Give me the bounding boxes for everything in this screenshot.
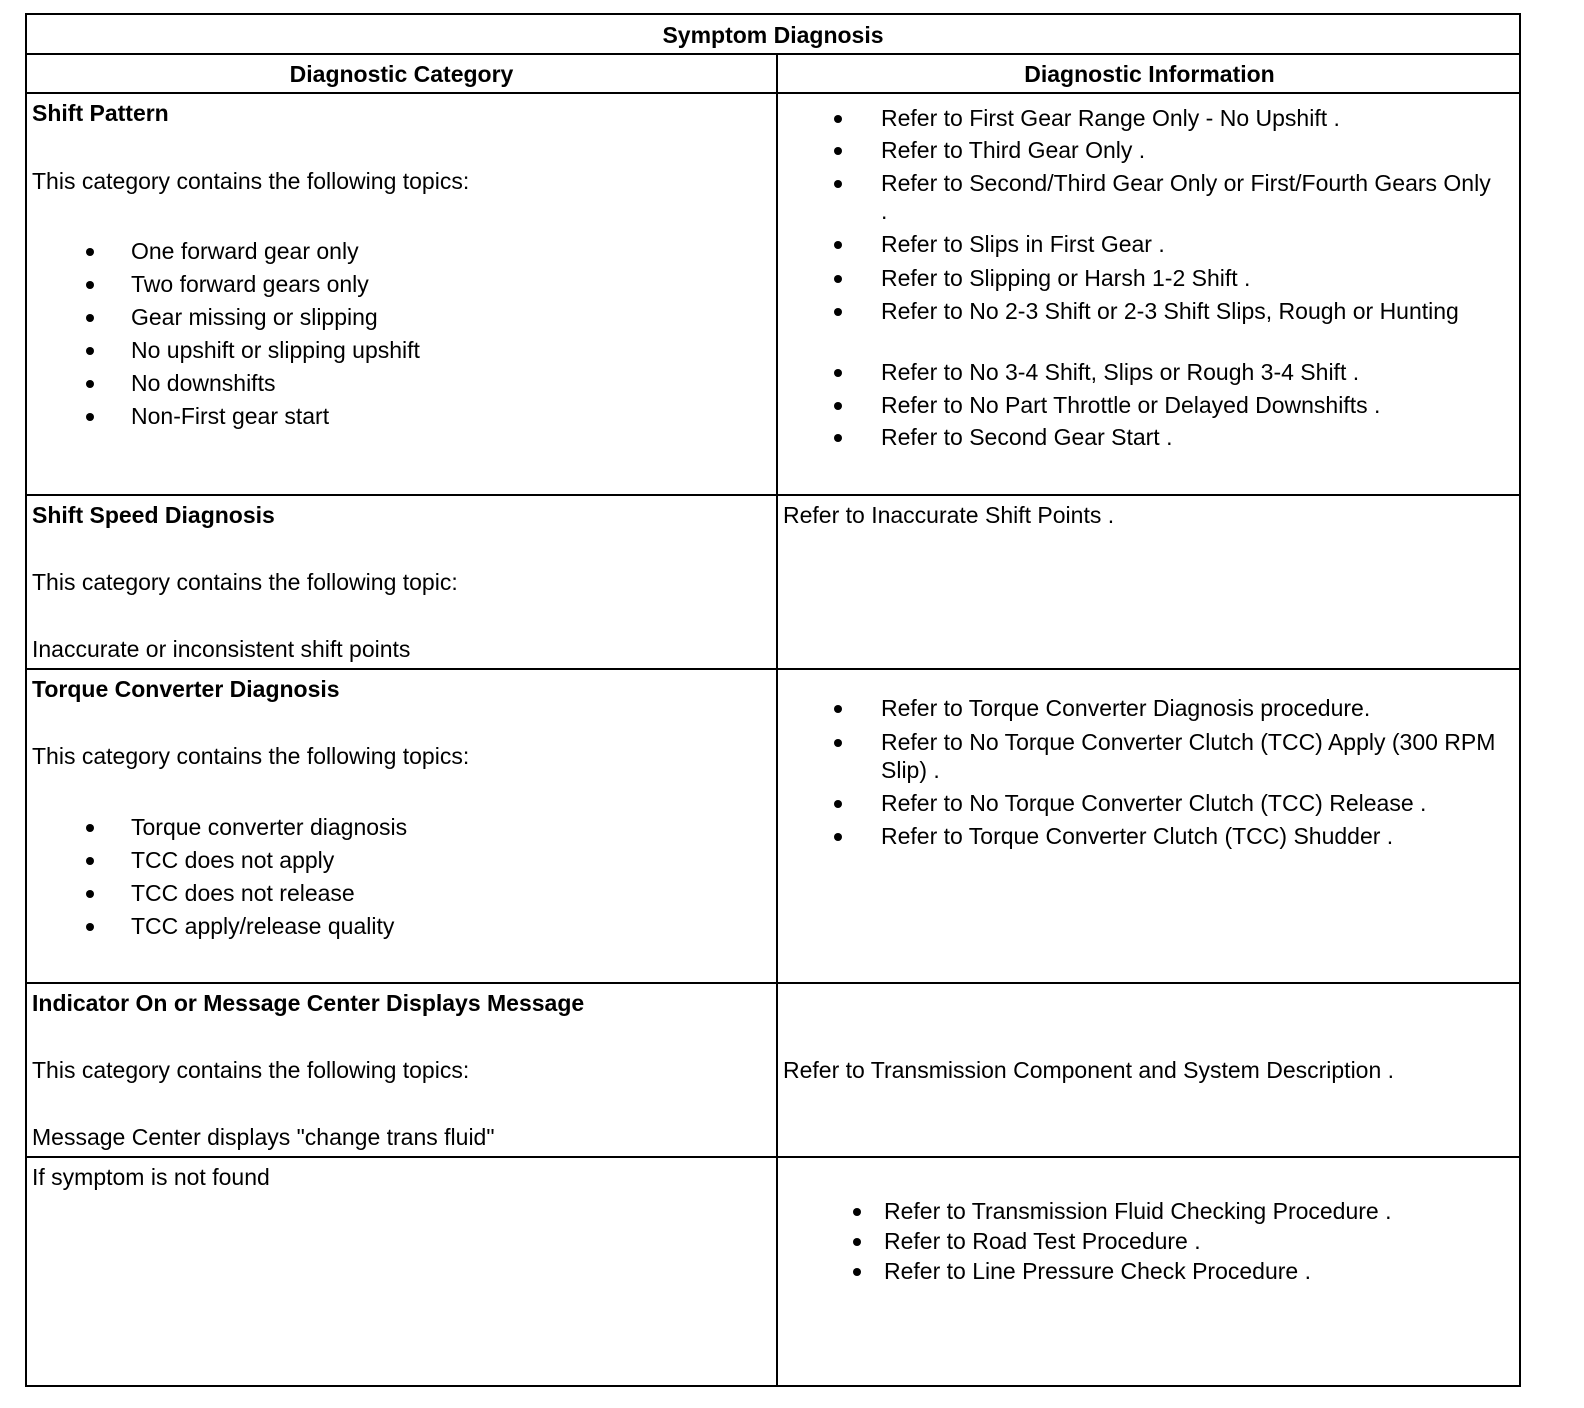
list-item: No upshift or slipping upshift — [131, 337, 420, 363]
list-item: Non-First gear start — [131, 403, 330, 429]
list-item: Refer to Second/Third Gear Only or First/Fourth Gears Only . — [881, 170, 1491, 224]
info-text: Refer to Transmission Component and System Description . — [783, 1057, 1395, 1083]
list-item: Refer to Torque Converter Clutch (TCC) Shudder . — [881, 823, 1394, 849]
bullet-icon — [834, 369, 842, 377]
category-cell-torque-converter — [27, 670, 776, 982]
bullet-icon — [853, 1268, 861, 1276]
bullet-icon — [86, 314, 94, 322]
bullet-icon — [834, 147, 842, 155]
category-cell-indicator-message — [27, 984, 776, 1156]
list-item: Refer to Slips in First Gear . — [881, 231, 1165, 257]
info-cell-not-found — [778, 1158, 1521, 1385]
bullet-icon — [86, 857, 94, 865]
bullet-icon — [86, 248, 94, 256]
info-cell-shift-speed — [778, 496, 1521, 668]
list-item: Refer to First Gear Range Only - No Upshift . — [881, 105, 1340, 131]
bullet-icon — [86, 923, 94, 931]
bullet-icon — [853, 1208, 861, 1216]
list-item: Refer to No 2-3 Shift or 2-3 Shift Slips, Rough or Hunting — [881, 298, 1459, 324]
bullet-icon — [86, 347, 94, 355]
bullet-icon — [853, 1238, 861, 1246]
category-heading: Shift Pattern — [32, 100, 169, 126]
category-intro: This category contains the following topics: — [32, 743, 470, 769]
info-cell-torque-converter — [778, 670, 1521, 982]
list-item: Refer to Torque Converter Diagnosis procedure. — [881, 695, 1371, 721]
bullet-icon — [86, 890, 94, 898]
bullet-icon — [834, 833, 842, 841]
list-item: Refer to Slipping or Harsh 1-2 Shift . — [881, 265, 1251, 291]
column-header-category: Diagnostic Category — [289, 61, 514, 87]
list-item: Refer to No Torque Converter Clutch (TCC) Apply (300 RPM Slip) . — [881, 729, 1496, 783]
category-heading: Shift Speed Diagnosis — [32, 502, 275, 528]
list-item: Refer to No Torque Converter Clutch (TCC) Release . — [881, 790, 1427, 816]
bullet-icon — [834, 180, 842, 188]
category-cell-not-found — [27, 1158, 776, 1385]
list-item: TCC does not release — [131, 880, 355, 906]
info-text: Refer to Inaccurate Shift Points . — [783, 502, 1115, 528]
bullet-icon — [834, 705, 842, 713]
list-item: One forward gear only — [131, 238, 359, 264]
list-item: Refer to No Part Throttle or Delayed Downshifts . — [881, 392, 1381, 418]
bullet-icon — [86, 281, 94, 289]
list-item: TCC apply/release quality — [131, 913, 395, 939]
bullet-icon — [86, 824, 94, 832]
bullet-icon — [86, 380, 94, 388]
bullet-icon — [834, 800, 842, 808]
info-cell-shift-pattern — [778, 94, 1521, 494]
list-item: Torque converter diagnosis — [131, 814, 408, 840]
list-item: Gear missing or slipping — [131, 304, 378, 330]
list-item: Refer to Transmission Fluid Checking Procedure . — [884, 1198, 1392, 1224]
category-cell-shift-speed — [27, 496, 776, 668]
category-heading: Torque Converter Diagnosis — [32, 676, 340, 702]
bullet-icon — [834, 739, 842, 747]
list-item: TCC does not apply — [131, 847, 335, 873]
list-item: Refer to Road Test Procedure . — [884, 1228, 1201, 1254]
column-header-info: Diagnostic Information — [1024, 61, 1275, 87]
bullet-icon — [834, 115, 842, 123]
category-intro: This category contains the following topics: — [32, 168, 470, 194]
list-item: Refer to No 3-4 Shift, Slips or Rough 3-4 Shift . — [881, 359, 1360, 385]
category-text: Inaccurate or inconsistent shift points — [32, 636, 411, 662]
info-cell-indicator-message — [778, 984, 1521, 1156]
bullet-icon — [834, 241, 842, 249]
list-item: Two forward gears only — [131, 271, 369, 297]
list-item: Refer to Second Gear Start . — [881, 424, 1173, 450]
list-item: Refer to Line Pressure Check Procedure . — [884, 1258, 1311, 1284]
bullet-icon — [834, 308, 842, 316]
list-item: No downshifts — [131, 370, 276, 396]
table-title: Symptom Diagnosis — [662, 22, 884, 48]
category-cell-shift-pattern — [27, 94, 776, 494]
list-item: Refer to Third Gear Only . — [881, 137, 1146, 163]
category-intro: This category contains the following topic: — [32, 569, 458, 595]
category-text: Message Center displays "change trans fluid" — [32, 1124, 495, 1150]
category-heading: Indicator On or Message Center Displays Message — [32, 990, 585, 1016]
category-text: If symptom is not found — [32, 1164, 270, 1190]
bullet-icon — [834, 402, 842, 410]
category-intro: This category contains the following topics: — [32, 1057, 470, 1083]
bullet-icon — [834, 434, 842, 442]
bullet-icon — [834, 275, 842, 283]
bullet-icon — [86, 413, 94, 421]
symptom-diagnosis-table — [25, 13, 1521, 1387]
